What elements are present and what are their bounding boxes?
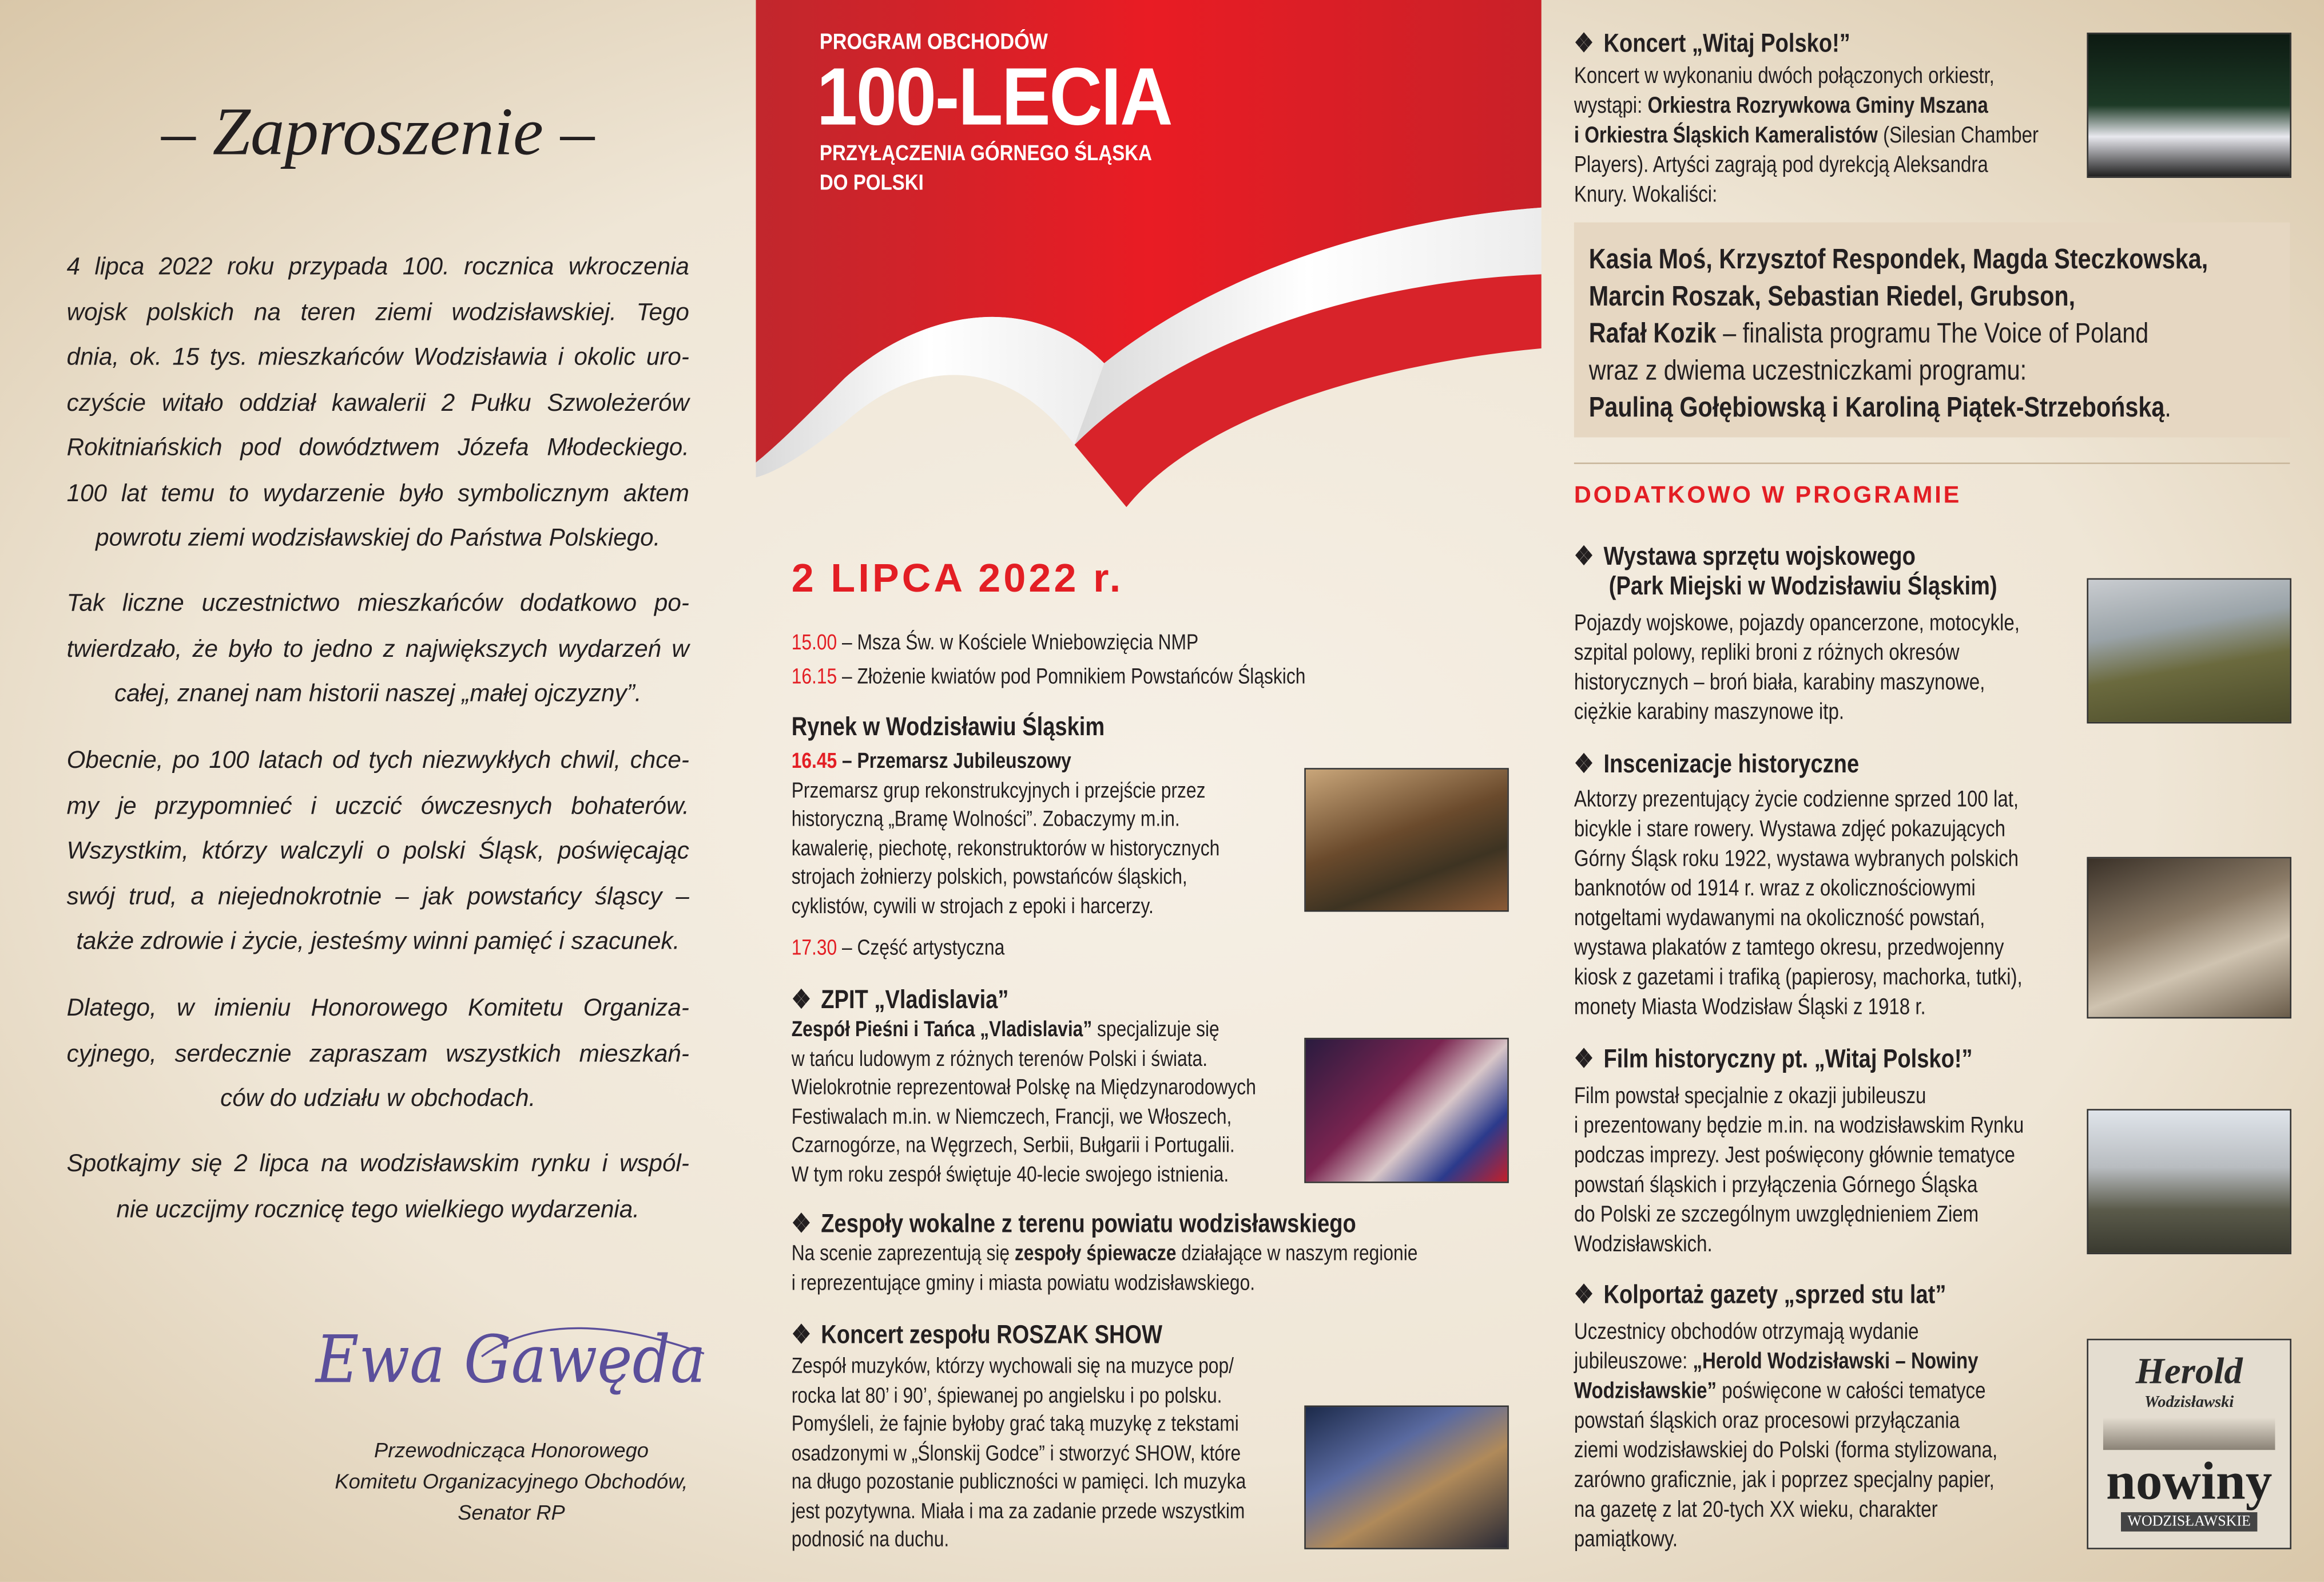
text-line <box>67 471 689 516</box>
text-line <box>1574 639 2020 669</box>
text-segment: wystąpi: <box>1574 93 1648 119</box>
rynek-heading: Rynek w Wodzisławiu Śląskim <box>791 711 1105 742</box>
text-segment: kiosk z gazetami i trafiką (papierosy, machorka, tutki), <box>1574 965 2023 990</box>
text-segment: Spotkajmy się 2 lipca na wodzisławskim rynku i wspól- <box>66 1150 689 1177</box>
inscenizacje-description <box>1574 786 2023 1023</box>
zpit-heading <box>792 985 1009 1016</box>
text-segment: 4 lipca 2022 roku przypada 100. rocznica wkroczenia <box>66 253 689 280</box>
text-segment: powstań śląskich i przyłączenia Górnego Śląska <box>1574 1172 1978 1198</box>
text-line <box>67 738 689 783</box>
text-segment: Rokitniańskich pod dowództwem Józefa Młodeckiego. <box>66 434 689 461</box>
zpit-description <box>792 1017 1256 1191</box>
bullet-icon: ❖ <box>1574 28 1594 58</box>
text-line <box>1574 181 2039 211</box>
text-segment: Marcin Roszak, Sebastian Riedel, Grubson, <box>1588 281 2076 313</box>
text-line <box>67 919 689 965</box>
newspaper-name-wodzislawskie: WODZISŁAWSKIE <box>2122 1512 2257 1532</box>
text-segment: Na scenie zaprezentują się <box>791 1242 1015 1266</box>
text-segment: historyczną „Bramę Wolności”. Zobaczymy m.in. <box>791 808 1180 832</box>
zespoly-heading <box>792 1208 1356 1239</box>
text-line <box>1574 1525 1997 1555</box>
penny-farthing-photo <box>2087 857 2291 1018</box>
time-label: 16.15 <box>791 665 837 689</box>
text-line <box>792 1075 1256 1104</box>
text-segment: Kasia Moś, Krzysztof Respondek, Magda Steczkowska, <box>1588 244 2208 276</box>
herold-newspaper-logo <box>2087 1339 2291 1549</box>
text-segment: Wielokrotnie reprezentował Polskę na Międzynarodowych <box>791 1076 1256 1100</box>
text-line <box>1589 353 2208 390</box>
bullet-icon: ❖ <box>791 1319 811 1349</box>
text-segment: szpital polowy, repliki broni z różnych okresów <box>1574 640 1960 666</box>
text-line <box>792 1017 1256 1046</box>
text-segment: Pauliną Gołębiowską i Karoliną Piątek-Strzebońską <box>1588 392 2165 425</box>
bullet-icon: ❖ <box>1574 1279 1594 1310</box>
koncert-description <box>1574 62 2039 211</box>
text-line <box>67 1141 689 1187</box>
wystawa-heading-line2: (Park Miejski w Wodzisławiu Śląskim) <box>1608 570 1997 601</box>
kolportaz-heading-text: Kolportaż gazety „sprzed stu lat” <box>1603 1279 1946 1310</box>
text-line <box>792 1469 1246 1498</box>
text-line <box>792 1354 1246 1383</box>
text-line <box>1574 1437 1997 1466</box>
text-segment: – Msza Św. w Kościele Wniebowzięcia NMP <box>837 631 1199 656</box>
header-subtitle-line1: PRZYŁĄCZENIA GÓRNEGO ŚLĄSKA <box>819 142 1153 166</box>
text-line <box>792 1498 1246 1527</box>
text-line <box>1589 316 2208 353</box>
wystawa-description <box>1574 609 2020 728</box>
text-segment: wraz z dwiema uczestniczkami programu: <box>1588 355 2027 387</box>
text-line <box>792 627 1306 661</box>
text-line <box>1574 1083 2024 1112</box>
bullet-icon: ❖ <box>1574 541 1594 571</box>
text-segment: (Silesian Chamber <box>1877 123 2039 149</box>
paragraph-2 <box>67 581 689 717</box>
text-segment: w tańcu ludowym z różnych terenów Polski i świata. <box>791 1047 1208 1072</box>
text-segment: i prezentowany będzie m.in. na wodzisławskim Rynku <box>1574 1113 2024 1139</box>
signature-text: Ewa Gawęda <box>315 1321 706 1398</box>
text-line <box>67 516 689 561</box>
text-segment: Wszystkim, którzy walczyli o polski Śląsk, poświęcając <box>66 838 689 865</box>
roszak-heading-text: Koncert zespołu ROSZAK SHOW <box>821 1319 1163 1349</box>
text-segment: jest pozytywna. Miała i ma za zadanie przede wszystkim <box>791 1499 1245 1524</box>
text-segment: całej, znanej nam historii naszej „małej ojczyzny”. <box>114 680 642 708</box>
text-segment: notgeltami wydawanymi na okoliczność powstań, <box>1574 906 1985 931</box>
paragraph-4 <box>67 986 689 1121</box>
invitation-title: – Zaproszenie – <box>161 93 595 169</box>
text-line <box>1574 1407 1997 1437</box>
inscenizacje-heading <box>1574 749 1859 780</box>
wystawa-heading-text: Wystawa sprzętu wojskowego <box>1603 541 1916 571</box>
signature <box>304 1297 719 1416</box>
text-segment: kawalerię, piechotę, rekonstruktorów w historycznych <box>791 836 1220 861</box>
text-segment: – Część artystyczna <box>837 937 1005 961</box>
text-segment: i Orkiestra Śląskich Kameralistów <box>1574 123 1878 149</box>
text-segment: W tym roku zespół świętuje 40-lecie swojego istnienia. <box>791 1163 1229 1187</box>
text-segment: wystawa plakatów z tamtego okresu, przedwojenny <box>1574 935 2004 961</box>
text-segment: cyjnego, serdecznie zapraszam wszystkich mieszkań- <box>66 1040 689 1067</box>
text-segment: Rafał Kozik <box>1588 319 1717 350</box>
town-skyline <box>2103 1417 2275 1450</box>
text-line <box>1574 151 2039 181</box>
text-segment: cyklistów, cywili w strojach z epoki i harcerzy. <box>791 894 1154 919</box>
text-line <box>1574 669 2020 699</box>
text-segment: także zdrowie i życie, jesteśmy winni pamięć i szacunek. <box>76 928 680 955</box>
text-line <box>267 1466 756 1497</box>
text-segment: osadzonymi w „Ślonskij Godce” i stworzyć SHOW, które <box>791 1441 1241 1466</box>
text-segment: Knury. Wokaliści: <box>1574 182 1718 208</box>
orchestra-photo <box>2087 33 2291 178</box>
newspaper-name-wodzislawski: Wodzisławski <box>2144 1393 2234 1411</box>
text-segment: historycznych – broń biała, karabiny maszynowe, <box>1574 670 1985 696</box>
text-segment: swój trud, a niejednokrotnie – jak powstańcy śląscy – <box>66 883 689 910</box>
text-line <box>792 661 1306 696</box>
text-line <box>1574 786 2023 815</box>
time-label: 17.30 <box>791 937 837 961</box>
text-line <box>1574 1201 2024 1231</box>
time-label: 16.45 <box>791 750 837 774</box>
text-segment: zarówno graficznie, jak i poprzez specjalny papier, <box>1574 1468 1995 1493</box>
roszak-heading <box>792 1319 1162 1350</box>
zespoly-description <box>792 1241 1418 1299</box>
text-segment: Orkiestra Rozrywkowa Gminy Mszana <box>1647 93 1988 119</box>
text-segment: – Złożenie kwiatów pod Pomnikiem Powstańców Śląskich <box>837 665 1306 689</box>
text-line <box>792 1411 1246 1441</box>
film-description <box>1574 1083 2024 1260</box>
text-line <box>67 335 689 380</box>
text-line <box>792 1133 1256 1162</box>
header-subtitle <box>820 140 1152 199</box>
text-segment: wojsk polskich na teren ziemi wodzisławskiej. Tego <box>66 299 689 326</box>
text-segment: monety Miasta Wodzisław Śląski z 1918 r. <box>1574 994 1926 1020</box>
text-line <box>67 1031 689 1076</box>
text-line <box>1574 875 2023 905</box>
cavalry-photo <box>1304 768 1509 911</box>
text-segment: działające w naszym regionie <box>1176 1242 1418 1266</box>
text-line <box>267 1435 756 1466</box>
bullet-icon: ❖ <box>791 984 811 1014</box>
text-line <box>1574 905 2023 934</box>
zpit-heading-text: ZPIT „Vladislavia” <box>821 984 1009 1014</box>
text-segment: banknotów od 1914 r. wraz z okolicznościowymi <box>1574 876 1976 902</box>
text-segment: na gazetę z lat 20-tych XX wieku, charakter <box>1574 1497 1938 1523</box>
text-segment: Pojazdy wojskowe, pojazdy opancerzone, motocykle, <box>1574 610 2020 636</box>
text-segment: Czarnogórze, na Węgrzech, Serbii, Bułgarii i Portugalii. <box>791 1134 1235 1158</box>
text-line <box>67 426 689 471</box>
newspaper-name-nowiny: nowiny <box>2106 1451 2273 1511</box>
text-segment: 100 lat temu to wydarzenie było symbolicznym aktem <box>66 479 689 506</box>
text-line <box>792 1046 1256 1075</box>
text-line <box>792 865 1220 894</box>
text-segment: Wodzisławskich. <box>1574 1232 1713 1258</box>
header-program: PROGRAM OBCHODÓW <box>819 29 1048 55</box>
text-line <box>792 749 1220 778</box>
text-segment: Przemarsz grup rekonstrukcyjnych i przejście przez <box>791 779 1206 803</box>
bullet-icon: ❖ <box>1574 748 1594 779</box>
paragraph-1 <box>67 245 689 561</box>
text-line <box>67 581 689 627</box>
text-segment: podnosić na duchu. <box>791 1528 950 1552</box>
film-crew-photo <box>2087 1109 2291 1254</box>
film-heading <box>1574 1044 1973 1075</box>
text-segment: – Przemarsz Jubileuszowy <box>837 750 1071 774</box>
extra-program-heading: DODATKOWO W PROGRAMIE <box>1574 483 1962 509</box>
text-segment: pamiątkowy. <box>1574 1527 1678 1552</box>
text-segment: Górny Śląsk roku 1922, wystawa wybranych polskich <box>1574 846 2019 872</box>
text-segment: ziemi wodzisławskiej do Polski (forma stylizowana, <box>1574 1438 1998 1464</box>
text-line <box>1589 279 2208 316</box>
text-line <box>792 778 1220 807</box>
text-line <box>1589 241 2208 279</box>
text-line <box>1574 934 2023 964</box>
text-segment: Players). Artyści zagrają pod dyrekcją Aleksandra <box>1574 152 1988 178</box>
text-line <box>792 1241 1418 1270</box>
text-segment: „Herold Wodzisławski – Nowiny <box>1693 1349 1979 1375</box>
kolportaz-heading <box>1574 1279 1946 1310</box>
text-segment: ców do udziału w obchodach. <box>220 1085 536 1112</box>
text-segment: specjalizuje się <box>1092 1018 1219 1042</box>
inscenizacje-heading-text: Inscenizacje historyczne <box>1603 748 1860 779</box>
event-date: 2 LIPCA 2022 r. <box>791 556 1124 601</box>
paragraph-3 <box>67 738 689 964</box>
text-segment: na długo pozostanie publiczności w pamięci. Ich muzyka <box>791 1470 1246 1494</box>
artystyczna-item <box>792 935 1005 965</box>
text-segment: Film powstał specjalnie z okazji jubileuszu <box>1574 1084 1926 1109</box>
text-line <box>1589 390 2208 427</box>
text-line <box>67 874 689 919</box>
text-line <box>792 1527 1246 1556</box>
text-line <box>1574 121 2039 151</box>
text-segment: Zespół Pieśni i Tańca „Vladislavia” <box>791 1018 1093 1042</box>
text-line <box>792 807 1220 836</box>
text-line <box>792 1161 1256 1191</box>
text-line <box>1574 845 2023 875</box>
text-segment: twierdzało, że było to jedno z największych wydarzeń w <box>66 635 689 662</box>
text-line <box>67 1187 689 1232</box>
paragraph-5 <box>67 1141 689 1232</box>
time-label: 15.00 <box>791 631 837 656</box>
bullet-icon: ❖ <box>1574 1044 1594 1074</box>
text-line <box>1574 62 2039 92</box>
wystawa-heading-line1 <box>1574 541 1997 571</box>
zespoly-heading-text: Zespoły wokalne z terenu powiatu wodzisławskiego <box>821 1208 1356 1238</box>
text-line <box>67 380 689 426</box>
text-line <box>792 893 1220 922</box>
folk-dance-photo <box>1304 1038 1509 1183</box>
text-segment: zespoły śpiewacze <box>1014 1242 1177 1266</box>
text-line <box>1574 1171 2024 1201</box>
header-100-lecia: 100-LECIA <box>816 50 1172 142</box>
text-segment: Senator RP <box>458 1500 565 1524</box>
text-line <box>67 1076 689 1121</box>
text-line <box>67 783 689 828</box>
text-segment: Wodzisławskie” <box>1574 1378 1717 1404</box>
text-segment: Koncert w wykonaniu dwóch połączonych orkiestr, <box>1574 64 1995 89</box>
text-line <box>267 1497 756 1528</box>
header-subtitle-line2: DO POLSKI <box>819 172 924 196</box>
text-line <box>1574 698 2020 728</box>
text-line <box>67 828 689 874</box>
text-line <box>792 1270 1418 1299</box>
text-segment: Tak liczne uczestnictwo mieszkańców dodatkowo po- <box>66 590 689 617</box>
roszak-description <box>792 1354 1246 1556</box>
text-line <box>1574 964 2023 993</box>
film-heading-text: Film historyczny pt. „Witaj Polsko!” <box>1603 1044 1973 1074</box>
text-segment: Uczestnicy obchodów otrzymają wydanie <box>1574 1319 1919 1345</box>
text-line <box>792 1104 1256 1133</box>
text-line <box>1574 1231 2024 1260</box>
divider <box>1574 462 2290 464</box>
text-segment: ciężkie karabiny maszynowe itp. <box>1574 700 1845 725</box>
text-line <box>1574 1496 1997 1526</box>
text-line <box>1574 993 2023 1023</box>
text-line <box>1574 815 2023 845</box>
text-line <box>67 627 689 672</box>
text-segment: strojach żołnierzy polskich, powstańców śląskich, <box>791 866 1187 890</box>
roszak-show-photo <box>1304 1405 1509 1549</box>
text-segment: podczas imprezy. Jest poświęcony głównie tematyce <box>1574 1143 2015 1168</box>
koncert-heading <box>1574 28 1850 59</box>
text-segment: my je przypomnieć i uczcić ówczesnych bohaterów. <box>66 792 689 819</box>
text-segment: bicykle i stare rowery. Wystawa zdjęć pokazujących <box>1574 816 2006 842</box>
text-segment: Komitetu Organizacyjnego Obchodów, <box>335 1469 688 1493</box>
text-line <box>1574 1318 1997 1348</box>
wystawa-heading <box>1574 541 1997 601</box>
schedule-list <box>792 627 1306 695</box>
text-segment: Zespół muzyków, którzy wychowali się na muzyce pop/ <box>791 1355 1234 1379</box>
text-segment: Dlatego, w imieniu Honorowego Komitetu Organiza- <box>66 994 689 1022</box>
text-line <box>792 1382 1246 1411</box>
text-segment: powstań śląskich oraz procesowi przyłączania <box>1574 1408 1960 1434</box>
text-segment: czyście witało oddział kawalerii 2 Pułku Szwoleżerów <box>66 389 689 416</box>
text-line <box>792 935 1005 965</box>
text-segment: Obecnie, po 100 latach od tych niezwykłych chwil, chce- <box>66 747 689 774</box>
text-segment: rocka lat 80’ i 90’, śpiewanej po angielsku i po polsku. <box>791 1383 1222 1408</box>
text-line <box>67 290 689 335</box>
text-line <box>67 672 689 717</box>
text-line <box>1574 609 2020 639</box>
text-segment: i reprezentujące gminy i miasta powiatu wodzisławskiego. <box>791 1271 1256 1295</box>
text-segment: nie uczcijmy rocznicę tego wielkiego wydarzenia. <box>116 1195 639 1223</box>
text-line <box>67 986 689 1031</box>
przemarsz-section <box>792 749 1220 922</box>
text-line <box>1574 92 2039 122</box>
text-line <box>792 835 1220 865</box>
text-segment: dnia, ok. 15 tys. mieszkańców Wodzisławia i okolic uro- <box>66 344 689 371</box>
text-line <box>1574 1466 1997 1496</box>
kolportaz-description <box>1574 1318 1997 1556</box>
text-segment: Festiwalach m.in. w Niemczech, Francji, we Włoszech, <box>791 1105 1232 1129</box>
text-line <box>792 1440 1246 1469</box>
text-line <box>67 245 689 290</box>
newspaper-name-herold: Herold <box>2135 1352 2243 1393</box>
military-vehicles-photo <box>2087 578 2291 724</box>
koncert-heading-text: Koncert „Witaj Polsko!” <box>1603 28 1850 58</box>
text-segment: – finalista programu The Voice of Poland <box>1716 319 2149 350</box>
signature-caption <box>267 1435 756 1528</box>
text-segment: Pomyśleli, że fajnie byłoby grać taką muzykę z tekstami <box>791 1413 1239 1437</box>
text-line <box>1574 1112 2024 1141</box>
text-line <box>1574 1141 2024 1171</box>
text-segment: powrotu ziemi wodzisławskiej do Państwa Polskiego. <box>96 525 661 552</box>
text-segment: Przewodnicząca Honorowego <box>374 1438 649 1462</box>
text-segment: Aktorzy prezentujący życie codzienne sprzed 100 lat, <box>1574 787 2019 812</box>
text-line <box>1574 1377 1997 1407</box>
bullet-icon: ❖ <box>791 1208 811 1238</box>
text-segment: jubileuszowe: <box>1574 1349 1693 1375</box>
text-line <box>1574 1347 1997 1377</box>
vocalists-list <box>1589 241 2208 427</box>
text-segment: do Polski ze szczególnym uwzględnieniem Ziem <box>1574 1202 1979 1228</box>
text-segment: . <box>2164 392 2171 425</box>
text-segment: poświęcone w całości tematyce <box>1717 1378 1986 1404</box>
